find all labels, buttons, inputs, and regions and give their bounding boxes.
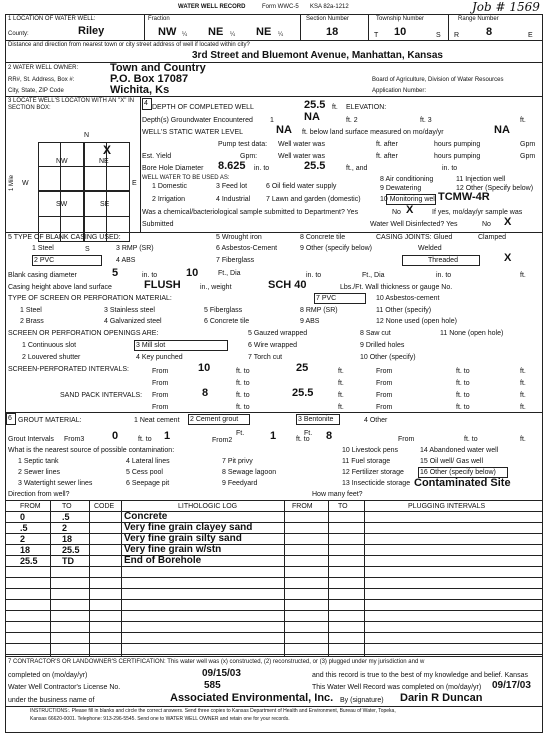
- table-row-line: [5, 621, 542, 622]
- table-row-line: [5, 555, 542, 556]
- ft-label: ft.: [520, 368, 526, 375]
- spi-to: 25: [296, 362, 309, 374]
- fraction-2: NE: [208, 26, 224, 38]
- open-saw-cut: 8 Saw cut: [360, 330, 391, 337]
- grid-line: [38, 190, 130, 192]
- fraction-3: NE: [256, 26, 272, 38]
- from-label: From: [152, 404, 169, 411]
- diameter-to: 10: [186, 267, 199, 279]
- use-lawn: 7 Lawn and garden (domestic): [266, 196, 361, 203]
- table-row-description: Very fine grain w/stn: [124, 544, 222, 555]
- ft-to: ft. to: [236, 368, 250, 375]
- ft-dia: Ft., Dia: [362, 272, 385, 279]
- divider: [5, 232, 542, 233]
- distance-value: 3rd Street and Bluemont Avenue, Manhattan, Kansas: [192, 50, 443, 61]
- disinfected: Water Well Disinfected? Yes: [370, 221, 458, 228]
- divider: [5, 500, 542, 501]
- divider: [5, 62, 542, 63]
- groundwater-value: NA: [304, 111, 320, 123]
- open-louvered: 2 Louvered shutter: [22, 354, 81, 361]
- use-oil-field: 6 Oil field water supply: [266, 183, 337, 190]
- grout2-to: 8: [326, 430, 333, 442]
- gpm: Gpm: [520, 141, 536, 148]
- table-row-description: End of Borehole: [124, 555, 202, 566]
- table-row-from: 2: [20, 534, 26, 544]
- grout-cement: 2 Cement grout: [190, 416, 239, 423]
- col-from: FROM: [20, 503, 41, 510]
- screen-rmp: 8 RMP (SR): [300, 307, 338, 314]
- use-air-conditioning: 8 Air conditioning: [380, 176, 434, 183]
- north-label: N: [84, 132, 90, 139]
- business-name: Associated Environmental, Inc.: [170, 692, 334, 704]
- divider: [448, 14, 449, 40]
- ft-label: ft.: [520, 436, 526, 443]
- from-label: From3: [64, 436, 85, 443]
- ft-to: ft. to: [236, 380, 250, 387]
- quarter-mark: ¼: [182, 32, 188, 38]
- ft-label: ft.: [338, 404, 344, 411]
- contam-other: 16 Other (specify below): [420, 469, 496, 476]
- table-row-from: .5: [20, 523, 28, 533]
- static-label: WELL'S STATIC WATER LEVEL: [142, 129, 244, 136]
- casing-label: 5 TYPE OF BLANK CASING USED:: [8, 234, 121, 241]
- joints-threaded: Threaded: [428, 257, 458, 264]
- ft-to: ft. to: [456, 404, 470, 411]
- completed-date: 09/15/03: [202, 668, 241, 679]
- static-rest: ft. below land surface measured on mo/day/yr: [302, 129, 444, 136]
- grout-label: GROUT MATERIAL:: [18, 417, 82, 424]
- ne-label: NE: [99, 158, 109, 165]
- in-to: in. to: [142, 272, 158, 279]
- groundwater-label: Depth(s) Groundwater Encountered: [142, 117, 253, 124]
- open-drilled: 9 Drilled holes: [360, 342, 405, 349]
- table-row-description: Concrete: [124, 511, 168, 522]
- submitted: Submitted: [142, 221, 174, 228]
- open-none: 11 None (open hole): [440, 330, 504, 337]
- use-domestic: 1 Domestic: [152, 183, 188, 190]
- ft-label: ft.: [520, 380, 526, 387]
- table-row-to: .5: [62, 512, 70, 522]
- casing-fiberglass: 7 Fiberglass: [216, 257, 255, 264]
- quarter-mark: ¼: [278, 32, 284, 38]
- static-value: NA: [276, 124, 292, 136]
- contam-livestock: 10 Livestock pens: [342, 447, 399, 454]
- table-row-to: 25.5: [62, 545, 80, 555]
- ft-to: ft. to: [464, 436, 478, 443]
- bore-to-value: 25.5: [304, 160, 326, 172]
- casing-steel: 1 Steel: [32, 245, 54, 252]
- from-label: From: [152, 392, 169, 399]
- joints-welded: Welded: [418, 245, 442, 252]
- section-value: 18: [326, 26, 339, 38]
- if-yes: If yes, mo/day/yr sample was: [432, 209, 523, 216]
- screen-stainless: 3 Stainless steel: [104, 307, 155, 314]
- elevation-label: ELEVATION:: [346, 104, 387, 111]
- direction-label: Direction from well?: [8, 491, 70, 498]
- how-many-feet: How many feet?: [312, 491, 363, 498]
- open-mill-slot: 3 Mill slot: [136, 342, 166, 349]
- table-row-from: 0: [20, 512, 26, 522]
- contam-seepage: 6 Seepage pit: [126, 480, 170, 487]
- location-x-mark: X: [103, 143, 112, 157]
- quarter-mark: ¼: [230, 32, 236, 38]
- col-to2: TO: [338, 503, 348, 510]
- license-label: Water Well Contractor's License No.: [8, 684, 121, 691]
- casing-rmp: 3 RMP (SR): [116, 245, 154, 252]
- bore-value: 8.625: [218, 160, 246, 172]
- location-label: 1 LOCATION OF WATER WELL:: [8, 16, 96, 22]
- ft-label: Ft.: [236, 430, 245, 437]
- contamination-label: What is the nearest source of possible contamination:: [8, 447, 175, 454]
- col-plugging: PLUGGING INTERVALS: [408, 503, 486, 510]
- table-row-line: [5, 522, 542, 523]
- divider: [144, 14, 145, 40]
- col-litho: LITHOLOGIC LOG: [178, 503, 238, 510]
- screen-asbestos: 10 Asbestos-cement: [376, 295, 440, 302]
- gw-3: ft. 3: [420, 117, 432, 124]
- signature: Darin R Duncan: [400, 692, 483, 704]
- grid-line: [83, 142, 85, 242]
- col-code: CODE: [94, 503, 115, 510]
- gw-1: 1: [270, 117, 274, 124]
- casing-other: 9 Other (specify below): [300, 245, 372, 252]
- license-number: 585: [204, 680, 221, 691]
- ft-and: ft., and: [346, 165, 368, 172]
- screen-none: 12 None used (open hole): [376, 318, 457, 325]
- grout-intervals-label: Grout Intervals: [8, 436, 54, 443]
- est-yield: Est. Yield: [142, 153, 172, 160]
- use-irrigation: 2 Irrigation: [152, 196, 186, 203]
- contam-oil-well: 15 Oil well/ Gas well: [420, 458, 484, 465]
- spi-from: 10: [198, 362, 211, 374]
- table-row-line: [5, 577, 542, 578]
- contam-lateral: 4 Lateral lines: [126, 458, 170, 465]
- city-value: Wichita, Ks: [110, 84, 170, 96]
- grout2-from: 1: [270, 430, 277, 442]
- east-label: E: [132, 180, 137, 187]
- owner-value: Town and Country: [110, 62, 206, 74]
- table-row-line: [5, 533, 542, 534]
- screen-other: 11 Other (specify): [376, 307, 432, 314]
- casing-asbestos: 6 Asbestos-Cement: [216, 245, 278, 252]
- locate-label: 3 LOCATE WELL'S LOCATON WITH AN "X" IN SECTION BOX:: [8, 98, 135, 111]
- grid-line: [60, 142, 61, 242]
- screen-galvanized: 4 Galvanized steel: [104, 318, 162, 325]
- casing-concrete-tile: 8 Concrete tile: [300, 234, 346, 241]
- sw-label: SW: [56, 201, 68, 208]
- divider: [5, 412, 542, 413]
- table-row-from: 18: [20, 545, 31, 555]
- casing-abs: 4 ABS: [116, 257, 136, 264]
- open-torch: 7 Torch cut: [248, 354, 283, 361]
- use-injection: 11 Injection well: [456, 176, 506, 183]
- depth-value: 25.5: [304, 99, 326, 111]
- hours-pumping: hours pumping: [434, 153, 481, 160]
- ft-after: ft. after: [376, 153, 398, 160]
- completed-label: completed on (mo/day/yr): [8, 672, 88, 679]
- table-row-line: [5, 632, 542, 633]
- from-label: From: [152, 380, 169, 387]
- contam-fuel: 11 Fuel storage: [342, 458, 391, 465]
- disinfected-no: No: [482, 221, 491, 228]
- contam-sewer: 2 Sewer lines: [18, 469, 61, 476]
- grout-neat: 1 Neat cement: [134, 417, 180, 424]
- ft-label: Ft.: [304, 430, 313, 437]
- ft-label: ft.: [338, 368, 344, 375]
- handwritten-job-number: Job # 1569: [472, 0, 540, 14]
- use-feed-lot: 3 Feed lot: [216, 183, 248, 190]
- diameter-label: Blank casing diameter: [8, 272, 77, 279]
- wall-thickness: Lbs./Ft. Wall thickness or gauge No.: [340, 284, 453, 291]
- contam-feedyard: 9 Feedyard: [222, 480, 258, 487]
- ft-label: ft.: [520, 392, 526, 399]
- city-label: City, State, ZIP Code: [8, 88, 64, 94]
- monitoring-id: TCMW-4R: [438, 191, 490, 203]
- screen-concrete: 6 Concrete tile: [204, 318, 250, 325]
- ft-label: ft.: [520, 404, 526, 411]
- sch-value: SCH 40: [268, 279, 307, 291]
- gw-2: ft. 2: [346, 117, 358, 124]
- divider: [5, 40, 542, 41]
- instructions-2: Kansas 66620-0001. Telephone: 913-296-5545. Send one to WATER WELL OWNER and retain one for your records.: [30, 716, 290, 722]
- mile-label: 1 Mile: [9, 174, 16, 192]
- ft-to: ft. to: [456, 380, 470, 387]
- ft-to: ft. to: [456, 368, 470, 375]
- address-value: P.O. Box 17087: [110, 73, 189, 85]
- divider: [5, 511, 542, 512]
- static-date: NA: [494, 124, 510, 136]
- joints-clamped: Clamped: [478, 234, 507, 241]
- ft-dia: Ft., Dia: [218, 270, 241, 277]
- contam-cess-pool: 5 Cess pool: [126, 469, 163, 476]
- instructions-1: INSTRUCTIONS:. Please fill in blanks and circle the correct answers. Send three copies to Kansas Department of Health and Environment, Bureau of Water, Topeka,: [30, 708, 396, 714]
- openings-label: SCREEN OR PERFORATION OPENINGS ARE:: [8, 330, 159, 337]
- casing-wrought-iron: 5 Wrought iron: [216, 234, 262, 241]
- hours-pumping: hours pumping: [434, 141, 481, 148]
- certification-text: 7 CONTRACTOR'S OR LANDOWNER'S CERTIFICATION: This water well was (x) constructed, (2) reconstructed, or (3) plugged under my jurisdiction and w: [8, 659, 425, 665]
- table-row-line: [5, 544, 542, 545]
- board-label: Board of Agriculture, Division of Water Resources: [372, 77, 504, 83]
- sand-from: 8: [202, 387, 209, 399]
- height-value: FLUSH: [144, 279, 181, 291]
- contam-septic: 1 Septic tank: [18, 458, 59, 465]
- screen-abs: 9 ABS: [300, 318, 320, 325]
- grout-to: 1: [164, 430, 171, 442]
- table-row-to: TD: [62, 556, 74, 566]
- diameter-value: 5: [112, 267, 119, 279]
- fraction-1: NW: [158, 26, 177, 38]
- se-label: SE: [100, 201, 110, 208]
- in-weight: in., weight: [200, 284, 232, 291]
- owner-label: 2 WATER WELL OWNER:: [8, 65, 79, 71]
- spi-label: SCREEN-PERFORATED INTERVALS:: [8, 366, 129, 373]
- application-label: Application Number:: [372, 88, 427, 94]
- from-label: From: [376, 404, 393, 411]
- range-value: 8: [486, 26, 493, 38]
- height-label: Casing height above land surface: [8, 284, 112, 291]
- in-to: in. to: [254, 165, 270, 172]
- table-row-from: 25.5: [20, 556, 38, 566]
- south-label: S: [85, 246, 90, 253]
- table-row-line: [5, 643, 542, 644]
- screen-label: TYPE OF SCREEN OR PERFORATION MATERIAL:: [8, 295, 172, 302]
- record-completed-label: This Water Well Record was completed on (mo/day/yr): [312, 684, 482, 691]
- county-label: County:: [8, 31, 29, 37]
- sand-label: SAND PACK INTERVALS:: [60, 392, 143, 399]
- contam-insecticide: 13 Insecticide storage: [342, 480, 411, 487]
- table-row-line: [5, 566, 542, 567]
- table-row-line: [5, 654, 542, 655]
- in-to: in. to: [306, 272, 322, 279]
- open-other: 10 Other (specify): [360, 354, 416, 361]
- table-row-line: [5, 599, 542, 600]
- address-label: RR#, St. Address, Box #:: [8, 77, 75, 83]
- table-row-line: [5, 610, 542, 611]
- open-gauzed: 5 Gauzed wrapped: [248, 330, 308, 337]
- joints-glued: CASING JOINTS: Glued: [376, 234, 453, 241]
- use-dewatering: 9 Dewatering: [380, 185, 422, 192]
- ft-to: ft. to: [236, 392, 250, 399]
- depth-label: DEPTH OF COMPLETED WELL: [152, 104, 254, 111]
- use-other: 12 Other (Specify below): [456, 185, 534, 192]
- chem-x: X: [406, 204, 414, 216]
- gpm: Gpm:: [240, 153, 258, 160]
- from-label: From: [152, 368, 169, 375]
- sand-to: 25.5: [292, 387, 314, 399]
- open-wire: 6 Wire wrapped: [248, 342, 298, 349]
- by-signature: By (signature): [340, 697, 384, 704]
- r-mark: R: [454, 32, 460, 39]
- col-to: TO: [62, 503, 72, 510]
- chem-no: No: [392, 209, 401, 216]
- table-row-line: [5, 588, 542, 589]
- open-key-punched: 4 Key punched: [136, 354, 183, 361]
- grout-from: 0: [112, 430, 119, 442]
- use-label: WELL WATER TO BE USED AS:: [142, 175, 230, 181]
- record-text: and this record is true to the best of my knowledge and belief. Kansas: [312, 672, 528, 679]
- table-row-description: Very fine grain clayey sand: [124, 522, 253, 533]
- ft-to: ft. to: [236, 404, 250, 411]
- in-to: in. to: [442, 165, 458, 172]
- well-water-was: Well water was: [278, 141, 325, 148]
- use-monitoring: 10 Monitoring well: [380, 196, 437, 203]
- divider: [140, 96, 141, 232]
- table-row-to: 18: [62, 534, 73, 544]
- from-label: From: [398, 436, 415, 443]
- pump-label: Pump test data:: [218, 141, 268, 148]
- t-mark: T: [374, 32, 379, 39]
- contam-watertight: 3 Watertight sewer lines: [18, 480, 93, 487]
- from-label: From2: [212, 437, 233, 444]
- ft-to: ft. to: [138, 436, 152, 443]
- table-row-to: 2: [62, 523, 68, 533]
- in-to: in. to: [436, 272, 452, 279]
- screen-pvc: 7 PVC: [316, 295, 337, 302]
- west-label: W: [22, 180, 29, 187]
- contamination-value: Contaminated Site: [414, 477, 511, 489]
- well-water-was: Well water was: [278, 153, 325, 160]
- from-label: From: [376, 392, 393, 399]
- township-value: 10: [394, 26, 407, 38]
- casing-pvc: 2 PVC: [34, 257, 55, 264]
- record-date: 09/17/03: [492, 680, 531, 691]
- gpm: Gpm: [520, 153, 536, 160]
- e-mark: E: [528, 32, 533, 39]
- nw-label: NW: [56, 158, 68, 165]
- grid-line: [106, 142, 107, 242]
- col-from2: FROM: [292, 503, 313, 510]
- divider: [5, 706, 542, 707]
- ft-label: ft.: [338, 392, 344, 399]
- chem-question: Was a chemical/bacteriological sample submitted to Department? Yes: [142, 209, 359, 216]
- fraction-label: Fraction: [148, 16, 170, 22]
- disinfected-x: X: [504, 216, 512, 228]
- section-label: Section Number: [306, 16, 350, 22]
- ft-to: ft. to: [456, 392, 470, 399]
- screen-steel: 1 Steel: [20, 307, 42, 314]
- contam-abandoned: 14 Abandoned water well: [420, 447, 499, 454]
- ft-label: ft.: [520, 272, 526, 279]
- bore-label: Bore Hole Diameter: [142, 165, 204, 172]
- county-value: Riley: [78, 25, 105, 37]
- divider: [368, 14, 369, 40]
- from-label: From: [376, 380, 393, 387]
- grout-bentonite: 3 Bentonite: [298, 416, 334, 423]
- from-label: From: [376, 368, 393, 375]
- open-continuous: 1 Continuous slot: [22, 342, 77, 349]
- section-4-number: 4: [144, 100, 148, 107]
- township-label: Township Number: [376, 16, 425, 22]
- ft-label: ft.: [332, 104, 338, 111]
- contam-lagoon: 8 Sewage lagoon: [222, 469, 277, 476]
- table-row-description: Very fine grain silty sand: [124, 533, 242, 544]
- screen-fiberglass: 5 Fiberglass: [204, 307, 243, 314]
- screen-brass: 2 Brass: [20, 318, 44, 325]
- ksa-number: KSA 82a-1212: [310, 4, 349, 10]
- ft-after: ft. after: [376, 141, 398, 148]
- divider: [5, 96, 542, 97]
- section-6-number: 6: [8, 415, 12, 422]
- s-mark: S: [436, 32, 441, 39]
- ft-label: ft.: [520, 117, 526, 124]
- use-industrial: 4 Industrial: [216, 196, 251, 203]
- grout-other: 4 Other: [364, 417, 388, 424]
- divider: [300, 14, 301, 40]
- contam-pit-privy: 7 Pit privy: [222, 458, 253, 465]
- ft-label: ft.: [338, 380, 344, 387]
- form-title: WATER WELL RECORD: [178, 4, 246, 10]
- joints-x: X: [504, 252, 512, 264]
- divider: [5, 656, 542, 657]
- business-label: under the business name of: [8, 697, 95, 704]
- ft-to: ft. to: [296, 436, 310, 443]
- contam-fertilizer: 12 Fertilizer storage: [342, 469, 404, 476]
- distance-label: Distance and direction from nearest town or city street address of well if located within city?: [8, 42, 250, 48]
- range-label: Range Number: [458, 16, 499, 22]
- form-number: Form WWC-5: [262, 4, 299, 10]
